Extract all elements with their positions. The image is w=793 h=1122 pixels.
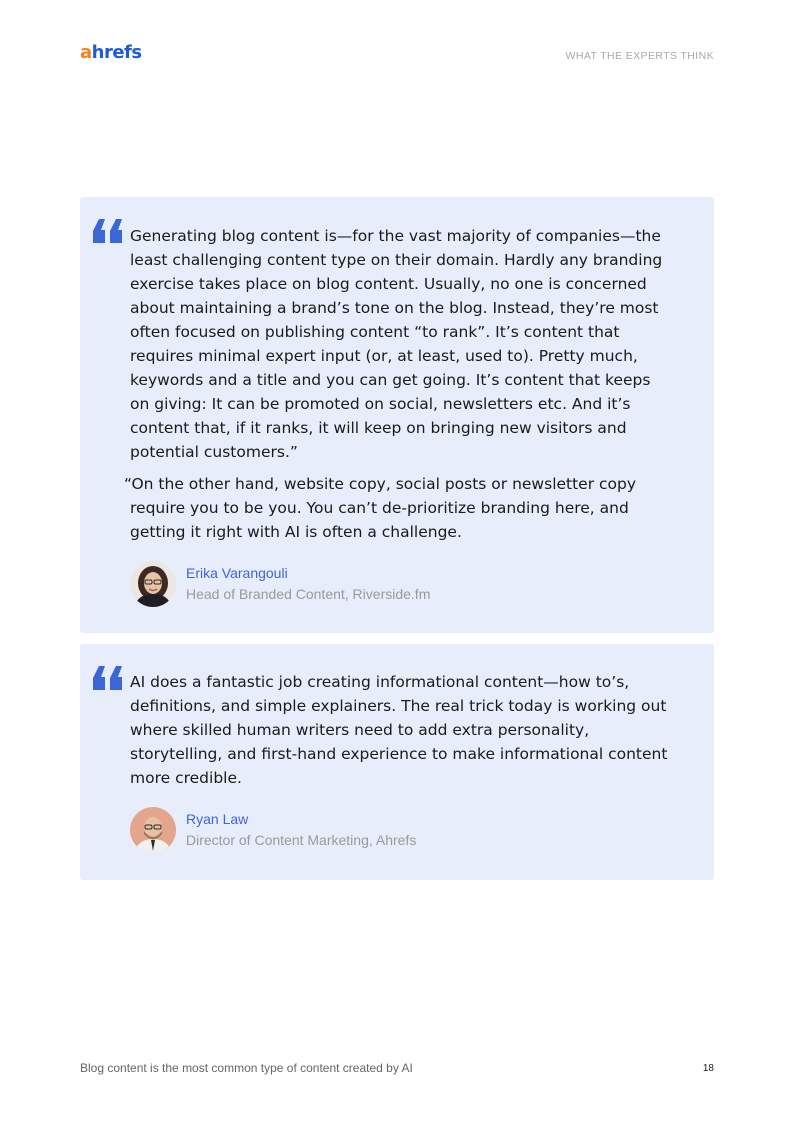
author-name: Erika Varangouli (186, 565, 288, 581)
quote-paragraph: AI does a fantastic job creating informational content—how to’s, definitions, and simple explainers. The real trick today is working out where skilled human writers need to add extra personality, storytelling, and first-hand experience to make informational content more credible. (130, 673, 668, 787)
logo-letter-a: a (80, 42, 92, 63)
author-role: Director of Content Marketing, Ahrefs (186, 832, 417, 848)
avatar-portrait-icon (130, 807, 176, 853)
quote-paragraph: “On the other hand, website copy, social posts or newsletter copy require you to be you. You can’t de-prioritize branding here, and getting it right with AI is often a challenge. (124, 475, 637, 541)
quote-author (130, 561, 430, 607)
avatar (130, 561, 176, 607)
avatar (130, 807, 176, 853)
author-name: Ryan Law (186, 811, 249, 827)
ahrefs-logo (80, 42, 142, 63)
logo-wordmark: hrefs (91, 42, 142, 63)
avatar-portrait-icon (130, 561, 176, 607)
quote-mark-icon (92, 219, 124, 243)
quote-card-ryan (80, 644, 714, 880)
quote-author (130, 807, 416, 853)
quote-paragraph: Generating blog content is—for the vast majority of companies—the least challenging content type on their domain. Hardly any branding exercise takes place on blog content. Usually, no one is concerned about maintaining a brand’s tone on the blog. Instead, they’re most often focused on publishing content “to rank”. It’s content that requires minimal expert input (or, at least, used to). Pretty much, keywords and a title and you can get going. It’s content that keeps on giving: It can be promoted on social, newsletters etc. And it’s content that, if it ranks, it will keep on bringing new visitors and potential customers.” (130, 227, 663, 461)
section-label: WHAT THE EXPERTS THINK (565, 50, 714, 62)
quote-mark-icon (92, 666, 124, 690)
footer-text: Blog content is the most common type of content created by AI (80, 1061, 413, 1075)
page-number: 18 (702, 1063, 714, 1074)
author-role: Head of Branded Content, Riverside.fm (186, 586, 431, 602)
quote-card-erika (80, 197, 714, 633)
